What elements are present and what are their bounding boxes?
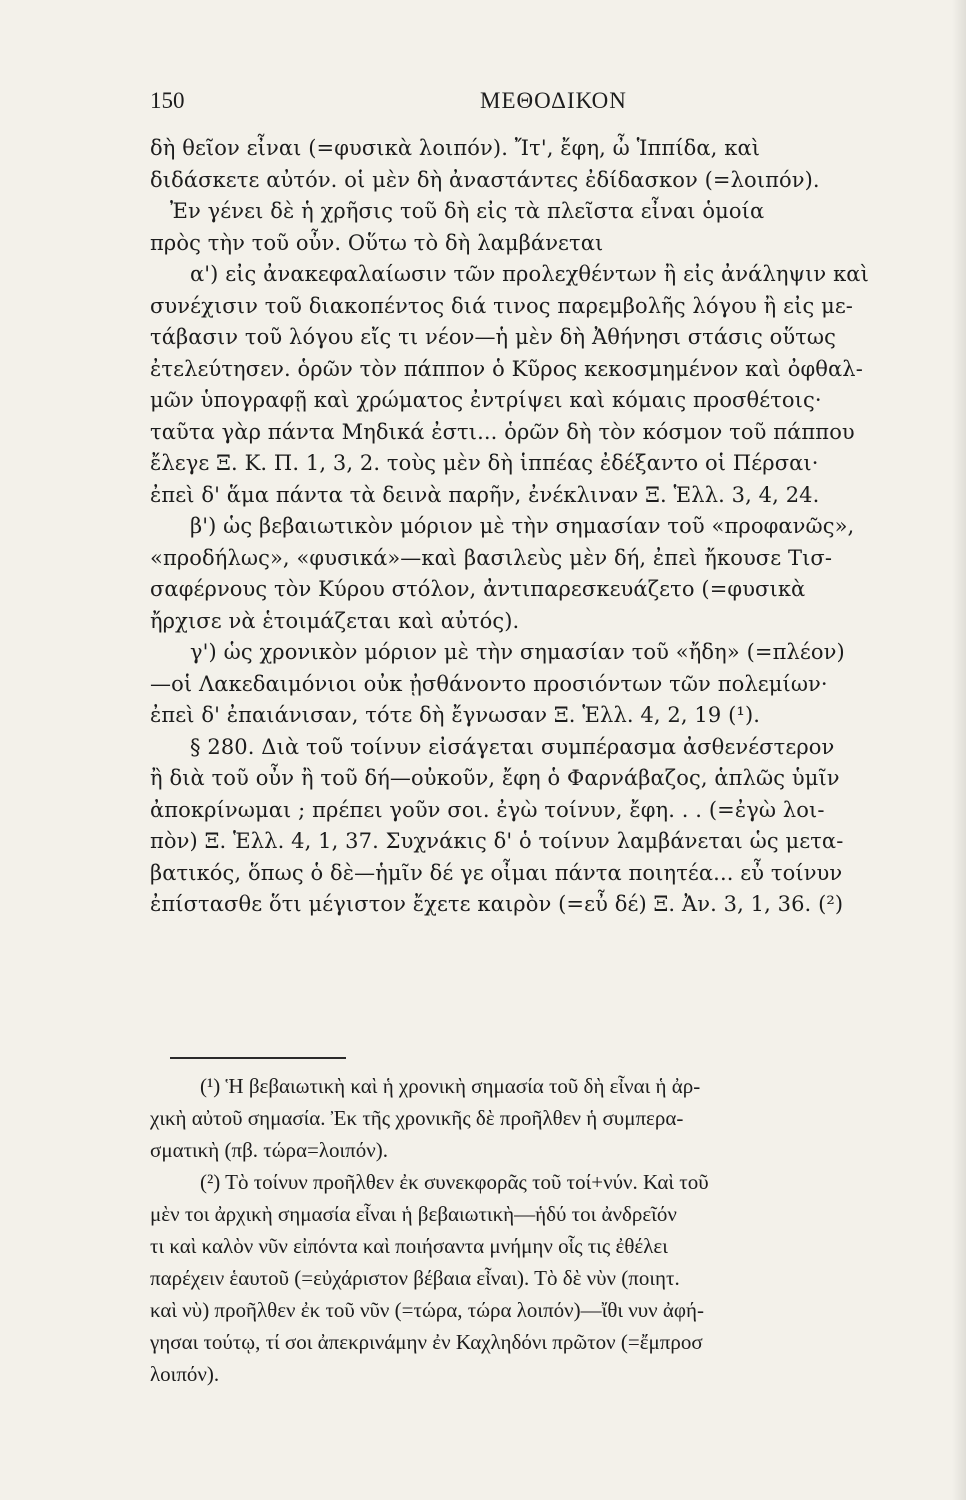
footnote-divider: [170, 1057, 346, 1059]
page-header: [150, 88, 930, 118]
text-line: ἔλεγε Ξ. Κ. Π. 1, 3, 2. τοὺς μὲν δὴ ἱππέας ἐδέξαντο οἱ Πέρσαι·: [150, 451, 819, 475]
footnote-line: χικὴ αὐτοῦ σημασία. Ἐκ τῆς χρονικῆς δὲ προῆλθεν ἡ συμπερα-: [150, 1106, 684, 1130]
text-line: γ') ὡς χρονικὸν μόριον μὲ τὴν σημασίαν τοῦ «ἤδη» (=πλέον): [190, 640, 845, 664]
footnote-line: μὲν τοι ἀρχικὴ σημασία εἶναι ἡ βεβαιωτικὴ—ἡδύ τοι ἀνδρεῖόν: [150, 1202, 677, 1226]
footnote-line: γησαι τούτῳ, τί σοι ἀπεκρινάμην ἐν Καχληδόνι πρῶτον (=ἔμπροσ: [150, 1330, 703, 1354]
text-line: δὴ θεῖον εἶναι (=φυσικὰ λοιπόν). Ἴτ', ἔφη, ὦ Ἱππίδα, καὶ: [150, 136, 761, 160]
page-edge-shadow: [952, 0, 966, 1500]
text-line: ἐτελεύτησεν. ὁρῶν τὸν πάππον ὁ Κῦρος κεκοσμημένον καὶ ὀφθαλ-: [150, 356, 863, 381]
text-line: β') ὡς βεβαιωτικὸν μόριον μὲ τὴν σημασίαν τοῦ «προφανῶς»,: [190, 514, 855, 538]
footnote-line: παρέχειν ἑαυτοῦ (=εὐχάριστον βέβαια εἶναι). Τὸ δὲ νὺν (ποιητ.: [150, 1266, 680, 1290]
text-line: ἤρχισε νὰ ἑτοιμάζεται καὶ αὐτός).: [150, 608, 520, 633]
footnote-line: (¹) Ἡ βεβαιωτικὴ καὶ ἡ χρονικὴ σημασία τοῦ δὴ εἶναι ἡ ἀρ-: [200, 1074, 701, 1098]
text-line: συνέχισιν τοῦ διακοπέντος διά τινος παρεμβολῆς λόγου ἢ εἰς με-: [150, 293, 854, 318]
footnote-line: λοιπόν).: [150, 1362, 220, 1386]
text-line: πρὸς τὴν τοῦ οὖν. Οὕτω τὸ δὴ λαμβάνεται: [150, 230, 604, 255]
footnote-line: (²) Τὸ τοίνυν προῆλθεν ἐκ συνεκφορᾶς τοῦ τοί+νύν. Καὶ τοῦ: [200, 1170, 709, 1194]
text-line: μῶν ὑπογραφῇ καὶ χρώματος ἐντρίψει καὶ κόμαις προσθέτοις·: [150, 388, 822, 412]
text-line: ἐπεὶ δ' ἅμα πάντα τὰ δεινὰ παρῆν, ἐνέκλιναν Ξ. Ἑλλ. 3, 4, 24.: [150, 482, 820, 507]
text-line: διδάσκετε αὐτόν. οἱ μὲν δὴ ἀναστάντες ἐδίδασκον (=λοιπόν).: [150, 167, 820, 192]
text-line: α') εἰς ἀνακεφαλαίωσιν τῶν προλεχθέντων ἢ εἰς ἀνάληψιν καὶ: [190, 262, 869, 286]
footnotes: [150, 1070, 945, 1390]
text-line: σαφέρνους τὸν Κύρου στόλον, ἀντιπαρεσκευάζετο (=φυσικὰ: [150, 577, 806, 601]
page-number: 150: [150, 88, 185, 113]
footnote-line: καὶ νὺ) προῆλθεν ἐκ τοῦ νῦν (=τώρα, τώρα λοιπόν)—ἴθι νυν ἀφή-: [150, 1298, 705, 1322]
text-line: πὸν) Ξ. Ἑλλ. 4, 1, 37. Συχνάκις δ' ὁ τοίνυν λαμβάνεται ὡς μετα-: [150, 829, 844, 853]
footnote-line: σματικὴ (πβ. τώρα=λοιπόν).: [150, 1138, 389, 1162]
text-line: ἀποκρίνωμαι ; πρέπει γοῦν σοι. ἐγὼ τοίνυν, ἔφη. . . (=ἐγὼ λοι-: [150, 797, 825, 822]
text-line: —οἱ Λακεδαιμόνιοι οὐκ ᾐσθάνοντο προσιόντων τῶν πολεμίων·: [150, 671, 828, 696]
running-head: ΜΕΘΟΔΙΚΟΝ: [480, 88, 627, 113]
section-heading-line: § 280. Διὰ τοῦ τοίνυν εἰσάγεται συμπέρασμα ἀσθενέστερον: [190, 734, 835, 759]
text-line: ἐπίστασθε ὅτι μέγιστον ἔχετε καιρὸν (=εὖ δέ) Ξ. Ἀν. 3, 1, 36. (²): [150, 892, 844, 916]
text-line: ἐπεὶ δ' ἐπαιάνισαν, τότε δὴ ἔγνωσαν Ξ. Ἑλλ. 4, 2, 19 (¹).: [150, 703, 761, 727]
text-line: τάβασιν τοῦ λόγου εἴς τι νέον—ἡ μὲν δὴ Ἀθήνησι στάσις οὕτως: [150, 325, 837, 349]
footnote-line: τι καὶ καλὸν νῦν εἰπόντα καὶ ποιήσαντα μνήμην οἷς τις ἐθέλει: [150, 1234, 668, 1258]
text-line: ἢ διὰ τοῦ οὖν ἢ τοῦ δή—οὐκοῦν, ἔφη ὁ Φαρνάβαζος, ἁπλῶς ὑμῖν: [150, 766, 840, 790]
text-line: βατικός, ὅπως ὁ δὲ—ἡμῖν δέ γε οἶμαι πάντα ποιητέα... εὖ τοίνυν: [150, 860, 843, 885]
body-text: [150, 133, 940, 921]
text-line: Ἐν γένει δὲ ἡ χρῆσις τοῦ δὴ εἰς τὰ πλεῖστα εἶναι ὁμοία: [170, 199, 765, 223]
text-line: ταῦτα γὰρ πάντα Μηδικά ἐστι... ὁρῶν δὴ τὸν κόσμον τοῦ πάππου: [150, 419, 855, 444]
text-line: «προδήλως», «φυσικά»—καὶ βασιλεὺς μὲν δή, ἐπεὶ ἤκουσε Τισ-: [150, 545, 833, 570]
